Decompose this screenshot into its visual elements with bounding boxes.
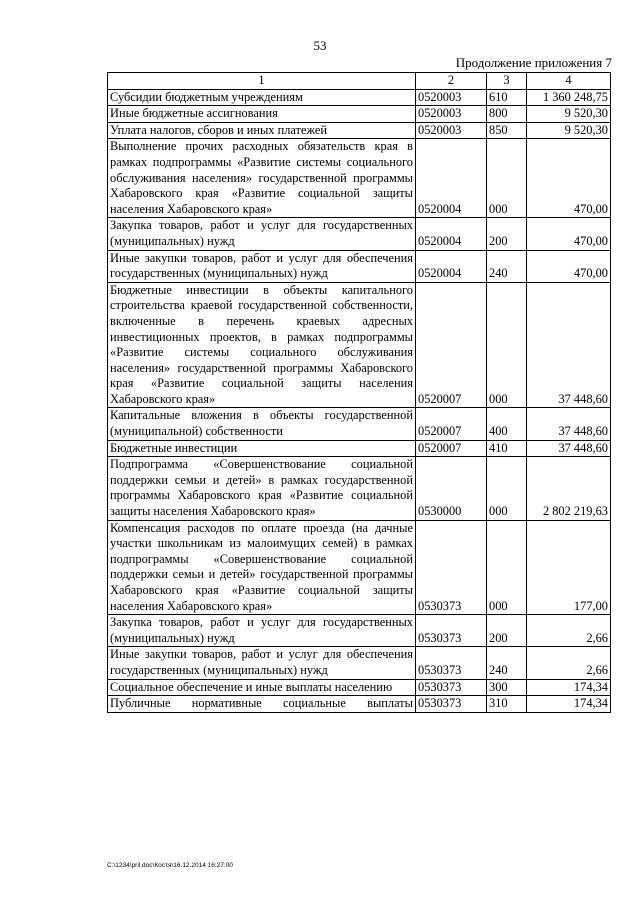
budget-table <box>107 72 611 713</box>
row-kind: 800 <box>487 106 527 123</box>
header-cell: 4 <box>527 73 611 90</box>
row-code: 0530373 <box>416 679 487 696</box>
page-number: 53 <box>313 38 327 53</box>
header-cell: 3 <box>487 73 527 90</box>
table-row <box>108 139 611 218</box>
row-kind: 310 <box>487 696 527 713</box>
continuation-label: Продолжение приложения 7 <box>455 55 612 70</box>
row-code: 0530373 <box>416 696 487 713</box>
row-kind: 000 <box>487 457 527 520</box>
table-row <box>108 457 611 520</box>
row-code: 0530000 <box>416 457 487 520</box>
row-kind: 400 <box>487 408 527 440</box>
row-amount: 174,34 <box>527 679 611 696</box>
row-amount: 37 448,60 <box>527 408 611 440</box>
row-code: 0520004 <box>416 250 487 282</box>
table-row <box>108 696 611 713</box>
row-name: Закупка товаров, работ и услуг для государственных (муниципальных) нужд <box>108 218 416 250</box>
row-name: Капитальные вложения в объекты государственной (муниципальной) собственности <box>108 408 416 440</box>
row-code: 0530373 <box>416 520 487 615</box>
table-row <box>108 282 611 408</box>
row-amount: 470,00 <box>527 139 611 218</box>
row-code: 0520003 <box>416 106 487 123</box>
row-name: Иные закупки товаров, работ и услуг для обеспечения государственных (муниципальных) нужд <box>108 647 416 679</box>
row-name: Подпрограмма «Совершенствование социальной поддержки семьи и детей» в рамках государственной программы Хабаровского края «Развитие социальной защиты населения Хабаровского края» <box>108 457 416 520</box>
row-amount: 9 520,30 <box>527 122 611 139</box>
row-kind: 200 <box>487 218 527 250</box>
row-kind: 240 <box>487 250 527 282</box>
row-amount: 2 802 219,63 <box>527 457 611 520</box>
row-amount: 2,66 <box>527 615 611 647</box>
row-name: Иные закупки товаров, работ и услуг для обеспечения государственных (муниципальных) нужд <box>108 250 416 282</box>
table-row <box>108 106 611 123</box>
table-row <box>108 679 611 696</box>
row-code: 0520003 <box>416 89 487 106</box>
table-row <box>108 520 611 615</box>
row-amount: 1 360 248,75 <box>527 89 611 106</box>
table-row <box>108 647 611 679</box>
table-row <box>108 122 611 139</box>
row-kind: 850 <box>487 122 527 139</box>
row-code: 0520007 <box>416 282 487 408</box>
row-amount: 9 520,30 <box>527 106 611 123</box>
row-amount: 37 448,60 <box>527 440 611 457</box>
row-name: Уплата налогов, сборов и иных платежей <box>108 122 416 139</box>
row-amount: 177,00 <box>527 520 611 615</box>
row-name: Бюджетные инвестиции в объекты капитального строительства краевой государственной собственности, включенные в перечень краевых адресных инвестиционных проектов, в рамках подпрограммы «Развитие системы социального обслуживания населения» государственной программы Хабаровского края «Развитие социальной защиты населения Хабаровского края» <box>108 282 416 408</box>
row-amount: 37 448,60 <box>527 282 611 408</box>
row-amount: 470,00 <box>527 218 611 250</box>
table-row <box>108 440 611 457</box>
row-kind: 410 <box>487 440 527 457</box>
row-amount: 470,00 <box>527 250 611 282</box>
row-name: Публичные нормативные социальные выплаты <box>108 696 416 713</box>
table-row <box>108 218 611 250</box>
row-name: Закупка товаров, работ и услуг для государственных (муниципальных) нужд <box>108 615 416 647</box>
row-name: Бюджетные инвестиции <box>108 440 416 457</box>
table-row <box>108 250 611 282</box>
header-cell: 1 <box>108 73 416 90</box>
row-code: 0520003 <box>416 122 487 139</box>
row-kind: 610 <box>487 89 527 106</box>
table-row <box>108 89 611 106</box>
row-kind: 000 <box>487 282 527 408</box>
row-code: 0520004 <box>416 139 487 218</box>
file-path-footer: C:\1234\pril.doc\Костя\16.12.2014 16:27:00 <box>107 862 233 869</box>
row-code: 0530373 <box>416 615 487 647</box>
row-code: 0530373 <box>416 647 487 679</box>
row-code: 0520007 <box>416 408 487 440</box>
table-row <box>108 408 611 440</box>
row-amount: 2,66 <box>527 647 611 679</box>
row-kind: 240 <box>487 647 527 679</box>
table-header-row <box>108 73 611 90</box>
row-name: Выполнение прочих расходных обязательств края в рамках подпрограммы «Развитие системы социального обслуживания населения» государственной программы Хабаровского края «Развитие социальной защиты населения Хабаровского края» <box>108 139 416 218</box>
row-name: Иные бюджетные ассигнования <box>108 106 416 123</box>
row-code: 0520004 <box>416 218 487 250</box>
header-cell: 2 <box>416 73 487 90</box>
table-row <box>108 615 611 647</box>
row-name: Социальное обеспечение и иные выплаты населению <box>108 679 416 696</box>
row-kind: 000 <box>487 139 527 218</box>
row-kind: 200 <box>487 615 527 647</box>
row-kind: 000 <box>487 520 527 615</box>
row-amount: 174,34 <box>527 696 611 713</box>
row-code: 0520007 <box>416 440 487 457</box>
row-name: Субсидии бюджетным учреждениям <box>108 89 416 106</box>
row-name: Компенсация расходов по оплате проезда (на дачные участки школьникам из малоимущих семей) в рамках подпрограммы «Совершенствование социальной поддержки семьи и детей» государственной программы Хабаровского края «Развитие социальной защиты населения Хабаровского края» <box>108 520 416 615</box>
row-kind: 300 <box>487 679 527 696</box>
